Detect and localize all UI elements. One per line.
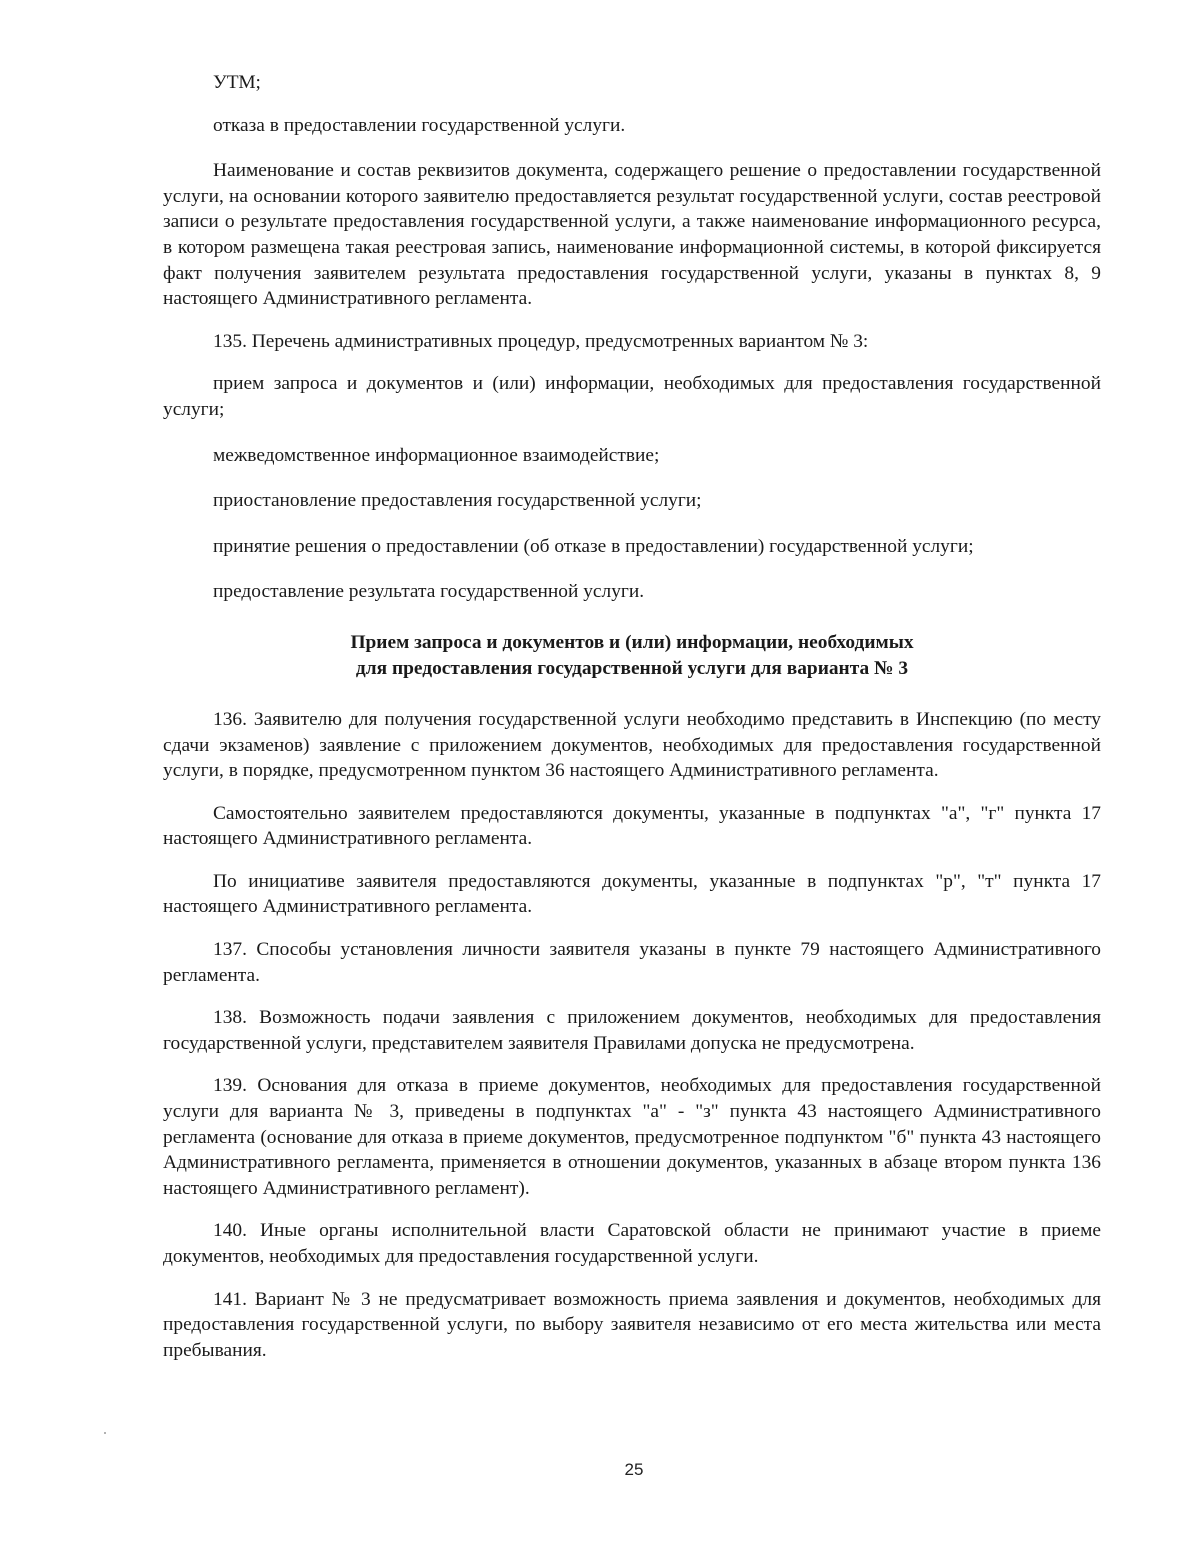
paragraph: Наименование и состав реквизитов документа, содержащего решение о предоставлении государственной услуги, на основании которого заявителю предоставляется результат государственной услуги, состав реестровой записи о результате предоставления государственной услуги, а также наименование информационного ресурса, в котором размещена такая реестровая запись, наименование информационной системы, в которой фиксируется факт получения заявителем результата предоставления государственной услуги, указаны в пунктах 8, 9 настоящего Административного регламента. [163,160,1101,310]
paragraph: УТМ; [213,72,261,93]
paragraph: межведомственное информационное взаимодействие; [213,444,660,466]
paragraph: 140. Иные органы исполнительной власти Саратовской области не принимают участие в приеме документов, необходимых для предоставления государственной услуги. [163,1220,1101,1267]
section-heading-line: Прием запроса и документов и (или) информации, необходимых [350,631,914,653]
paragraph: 139. Основания для отказа в приеме документов, необходимых для предоставления государственной услуги для варианта № 3, приведены в подпунктах "а" - "з" пункта 43 настоящего Административного регламента (основание для отказа в приеме документов, предусмотренное подпунктом "б" пункта 43 настоящего Административного регламента, применяется в отношении документов, указанных в абзаце втором пункта 136 настоящего Административного регламент). [163,1075,1101,1199]
paragraph: принятие решения о предоставлении (об отказе в предоставлении) государственной услуги; [213,535,974,557]
paragraph: 138. Возможность подачи заявления с приложением документов, необходимых для предоставления государственной услуги, представителем заявителя Правилами допуска не предусмотрена. [163,1007,1101,1054]
paragraph: 135. Перечень административных процедур, предусмотренных вариантом № 3: [213,330,869,352]
paragraph: прием запроса и документов и (или) информации, необходимых для предоставления государственной услуги; [163,373,1101,420]
paragraph: отказа в предоставлении государственной услуги. [213,114,626,136]
paragraph: 137. Способы установления личности заявителя указаны в пункте 79 настоящего Административного регламента. [163,939,1101,986]
paragraph: приостановление предоставления государственной услуги; [213,490,702,512]
paragraph: 141. Вариант № 3 не предусматривает возможность приема заявления и документов, необходимых для предоставления государственной услуги, по выбору заявителя независимо от его места жительства или места пребывания. [163,1288,1101,1361]
scan-speck [104,1432,106,1434]
section-heading-line: для предоставления государственной услуги для варианта № 3 [355,657,909,679]
section-heading [163,630,1101,682]
page-number: 25 [624,1460,644,1479]
document-page [163,70,1101,1380]
paragraph: предоставление результата государственной услуги. [213,581,645,603]
paragraph: 136. Заявителю для получения государственной услуги необходимо представить в Инспекцию (по месту сдачи экзаменов) заявление с приложением документов, необходимых для предоставления государственной услуги, в порядке, предусмотренном пунктом 36 настоящего Административного регламента. [163,708,1101,782]
paragraph: Самостоятельно заявителем предоставляются документы, указанные в подпунктах "а", "г" пункта 17 настоящего Административного регламента. [163,802,1101,850]
paragraph: По инициативе заявителя предоставляются документы, указанные в подпунктах "р", "т" пункта 17 настоящего Административного регламента. [163,870,1101,918]
